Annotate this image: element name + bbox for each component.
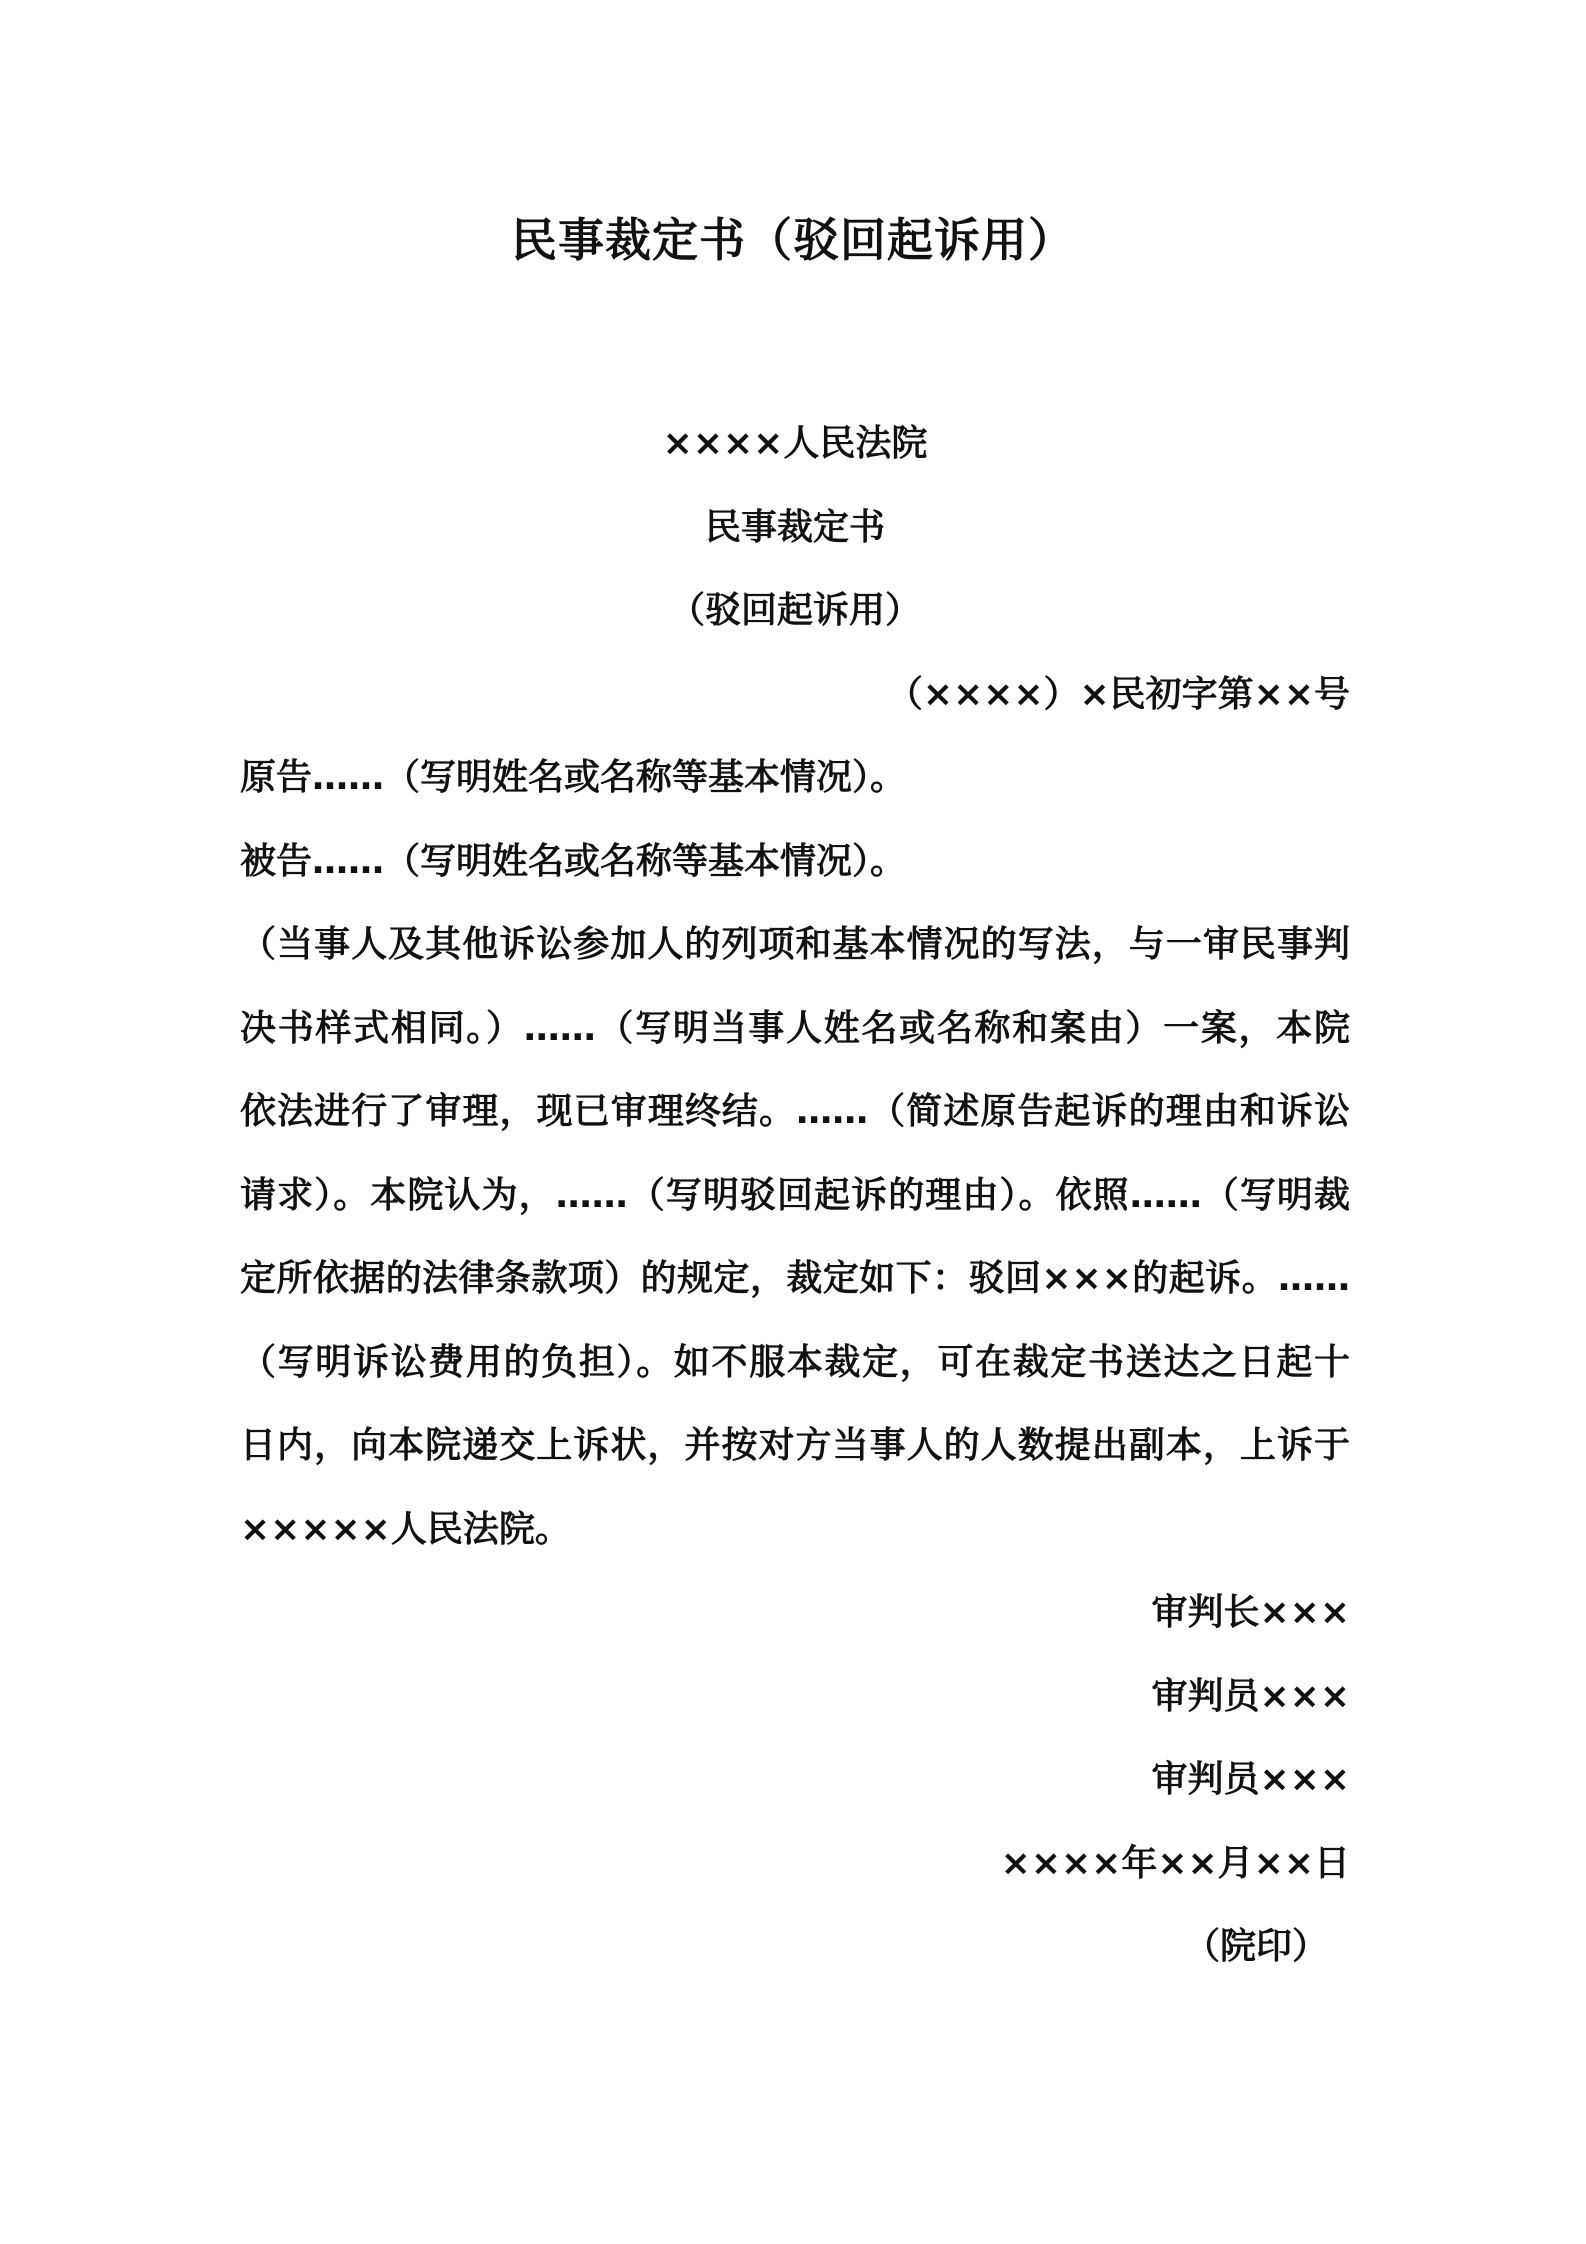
document-type: 民事裁定书: [704, 506, 885, 548]
document-subtitle: （驳回起诉用）: [668, 590, 921, 631]
body-line-2: 决书样式相同。）……（写明当事人姓名或名称和案由）一案，本院: [240, 1007, 1350, 1049]
document-date: ××××年××月××日: [1000, 1842, 1350, 1884]
plaintiff-line: 原告……（写明姓名或名称等基本情况）。: [240, 757, 907, 798]
body-line-7: 日内，向本院递交上诉状，并按对方当事人的人数提出副本，上诉于: [240, 1425, 1350, 1466]
signature-judge-2: 审判员×××: [1151, 1759, 1350, 1800]
body-line-8: ×××××人民法院。: [240, 1508, 571, 1550]
case-number: （××××）×民初字第××号: [886, 673, 1350, 715]
court-name: ××××人民法院: [662, 423, 928, 464]
signature-judge-1: 审判员×××: [1151, 1675, 1350, 1717]
body-line-4: 请求）。本院认为，……（写明驳回起诉的理由）。依照……（写明裁: [240, 1174, 1350, 1216]
court-seal: （院印）: [1183, 1926, 1328, 1967]
document-title: 民事裁定书（驳回起诉用）: [511, 213, 1075, 267]
body-line-5: 定所依据的法律条款项）的规定，裁定如下：驳回×××的起诉。……: [240, 1258, 1350, 1299]
defendant-line: 被告……（写明姓名或名称等基本情况）。: [240, 840, 907, 882]
body-line-3: 依法进行了审理，现已审理终结。……（简述原告起诉的理由和诉讼: [240, 1091, 1350, 1132]
signature-chief-judge: 审判长×××: [1151, 1592, 1350, 1633]
document-content: [240, 402, 1350, 1989]
body-line-1: （当事人及其他诉讼参加人的列项和基本情况的写法，与一审民事判: [240, 924, 1350, 965]
body-line-6: （写明诉讼费用的负担）。如不服本裁定，可在裁定书送达之日起十: [240, 1341, 1350, 1383]
